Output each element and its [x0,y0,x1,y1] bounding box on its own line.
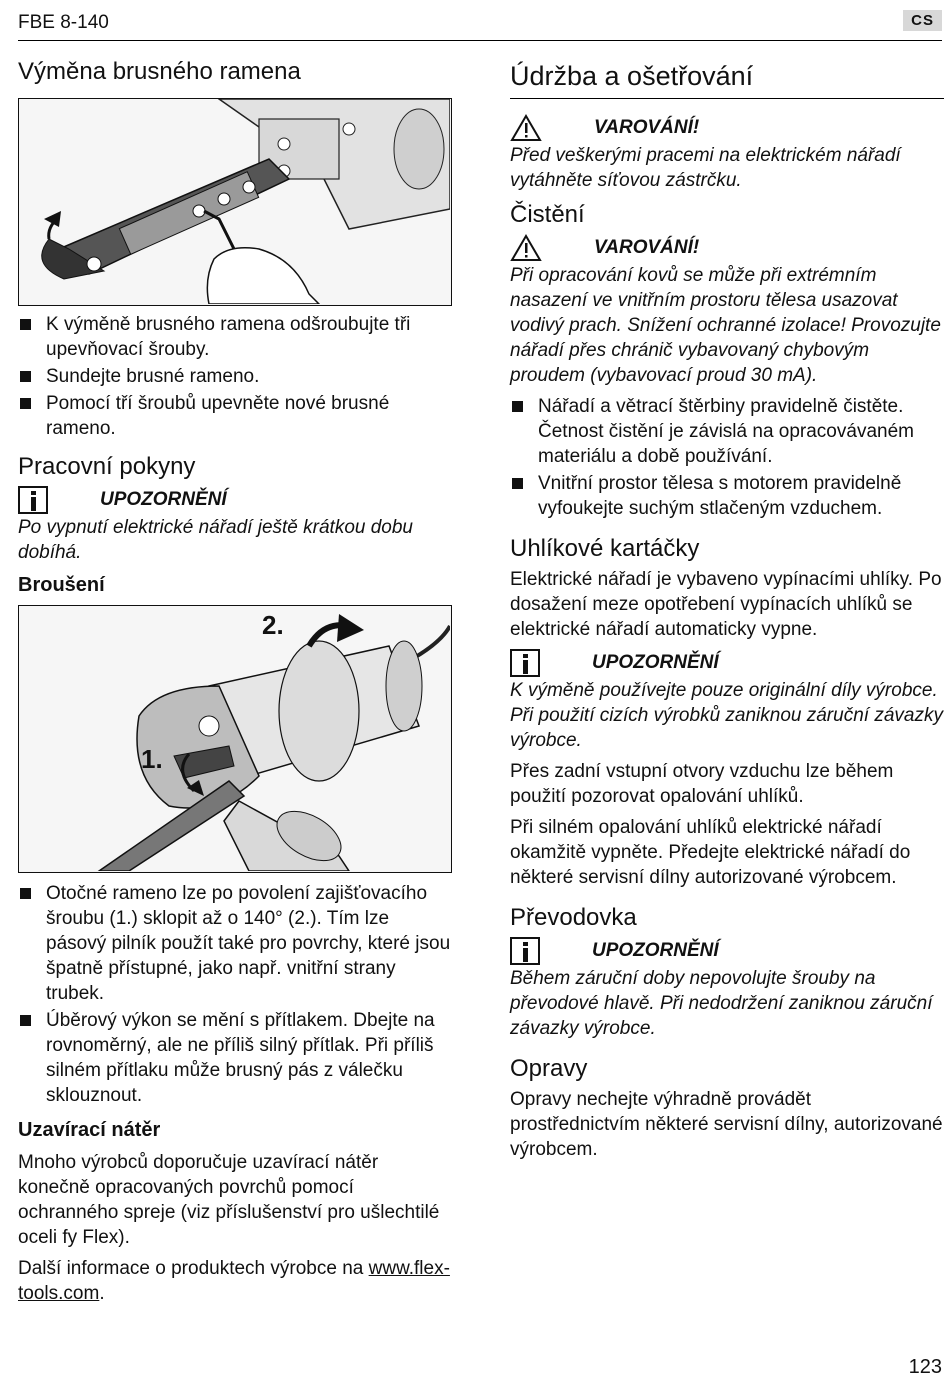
list-item: Pomocí tří šroubů upevněte nové brusné rameno. [18,391,452,441]
arm-replacement-steps [18,312,452,441]
warning-header [510,233,944,263]
figure-label-1: 1. [141,744,163,774]
subsection-title-grinding: Broušení [18,574,105,596]
more-info-text: Další informace o produktech výrobce na www.flex-tools.com. [18,1258,450,1304]
section-title-cleaning: Čistění [510,201,585,228]
warning-text: Před veškerými pracemi na elektrickém nářadí vytáhněte síťovou zástrčku. [510,145,901,191]
list-item: K výměně brusného ramena odšroubujte tři upevňovací šrouby. [18,312,452,362]
notice-label: UPOZORNĚNÍ [592,652,719,673]
section-title-arm-replacement: Výměna brusného ramena [18,58,301,85]
info-icon [510,937,540,965]
notice-text: K výměně používejte pouze originální díly výrobce. Při použití cizích výrobků zaniknou záruční závazky výrobce. [510,680,943,751]
section-title-working-instructions: Pracovní pokyny [18,453,196,480]
notice-text: Po vypnutí elektrické nářadí ještě krátkou dobu dobíhá. [18,517,414,563]
language-badge: CS [903,10,942,31]
sealing-coat-text: Mnoho výrobců doporučuje uzavírací nátěr konečně opracovaných povrchů pomocí ochranného spreje (viz příslušenství pro ušlechtilé oceli fy Flex). [18,1152,440,1248]
section-title-maintenance: Údržba a ošetřování [510,56,944,99]
warning-triangle-icon [510,114,542,142]
grinding-illustration [19,606,450,871]
repairs-text: Opravy nechejte výhradně provádět prostřednictvím některé servisní dílny, autorizované výrobcem. [510,1089,943,1160]
warning-header [510,113,944,143]
grinding-notes [18,881,452,1108]
figure-arm-replacement [18,98,452,306]
subsection-title-sealing-coat: Uzavírací nátěr [18,1119,161,1141]
notice-header [510,936,944,966]
notice-label: UPOZORNĚNÍ [592,940,719,961]
brushes-action-text: Při silném opalování uhlíků elektrické nářadí okamžitě vypněte. Předejte elektrické nářadí do některé servisní dílny autorizované výrobcem. [510,817,911,888]
warning-triangle-icon [510,234,542,262]
page-header [18,8,942,41]
list-item: Otočné rameno lze po povolení zajišťovacího šroubu (1.) sklopit až o 140° (2.). Tím lze pásový pilník použít také pro povrchy, které jsou špatně přístupné, jako např. vnitřní strany trubek. [18,881,452,1006]
model-name: FBE 8-140 [18,12,109,33]
section-title-carbon-brushes: Uhlíkové kartáčky [510,535,700,562]
list-item: Vnitřní prostor tělesa s motorem pravidelně vyfoukejte suchým stlačeným vzduchem. [510,471,944,521]
notice-text: Během záruční doby nepovolujte šrouby na převodové hlavě. Při nedodržení zaniknou záruční závazky výrobce. [510,968,933,1039]
figure-grinding [18,605,452,873]
notice-header [510,648,944,678]
right-column [510,56,944,1168]
notice-header [18,485,452,515]
brushes-observation-text: Přes zadní vstupní otvory vzduchu lze během použití pozorovat opalování uhlíků. [510,761,894,807]
list-item: Sundejte brusné rameno. [18,364,452,389]
arm-replacement-illustration [19,99,450,304]
page-number: 123 [908,1356,942,1378]
left-column [18,56,452,1312]
warning-label: VAROVÁNÍ! [594,237,700,258]
brushes-text: Elektrické nářadí je vybaveno vypínacími uhlíky. Po dosažení meze opotřebení vypínacích uhlíků se elektrické nářadí automaticky vypne. [510,569,942,640]
list-item: Úběrový výkon se mění s přítlakem. Dbejte na rovnoměrný, ale ne příliš silný přítlak. Při příliš silném přítlaku může brusný pás z válečku sklouznout. [18,1008,452,1108]
warning-label: VAROVÁNÍ! [594,117,700,138]
section-title-gearbox: Převodovka [510,904,637,931]
cleaning-steps [510,394,944,521]
info-icon [510,649,540,677]
manufacturer-website-link[interactable]: www.flex-tools.com [18,1258,450,1304]
figure-label-2: 2. [262,610,284,640]
list-item: Nářadí a větrací štěrbiny pravidelně čistěte. Četnost čistění je závislá na opracovávaném materiálu a době používání. [510,394,944,469]
warning-text: Při opracování kovů se může při extrémním nasazení ve vnitřním prostoru tělesa usazovat vodivý prach. Snížení ochranné izolace! Provozujte nářadí přes chránič vybavovaný chybovým proudem (vybavovací proud 30 mA). [510,265,941,386]
info-icon [18,486,48,514]
section-title-repairs: Opravy [510,1055,588,1082]
notice-label: UPOZORNĚNÍ [100,489,227,510]
